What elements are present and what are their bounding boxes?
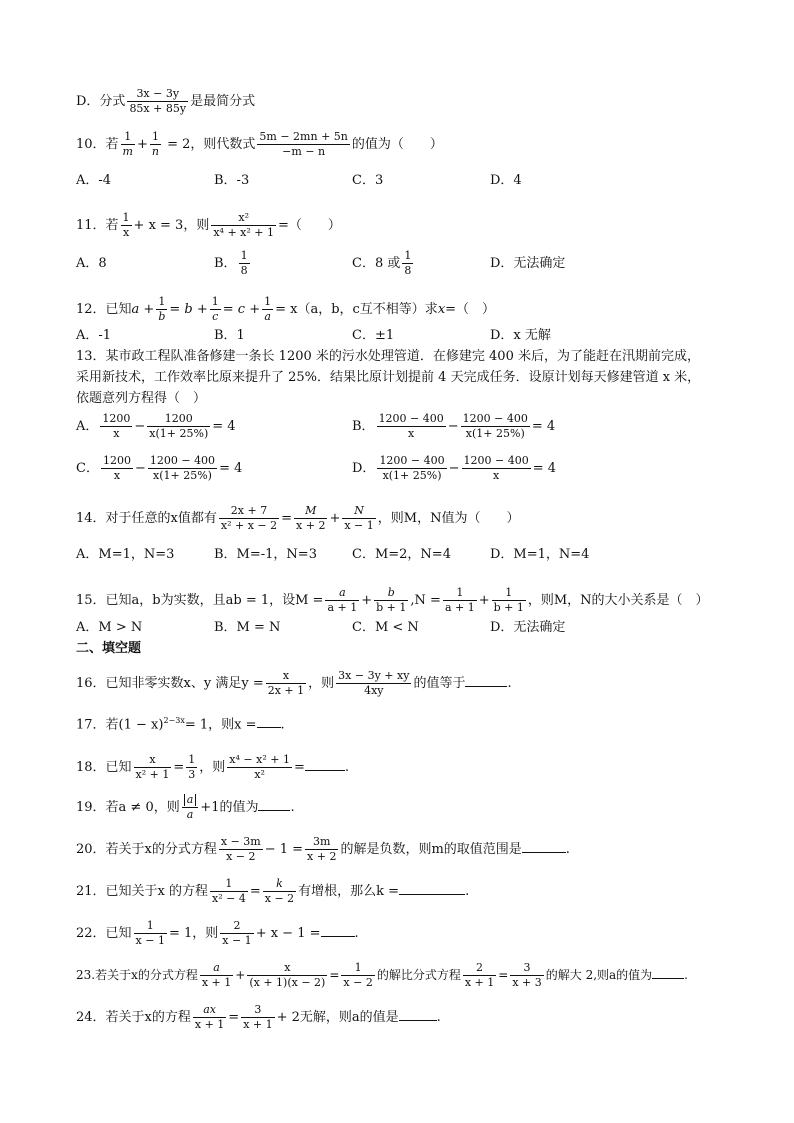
q23-frac1 bbox=[200, 962, 233, 989]
q17-exp: 2−3x bbox=[163, 716, 185, 725]
q13-b-rhs: = 4 bbox=[531, 419, 556, 434]
q13-a-n1: 1200 bbox=[102, 412, 131, 425]
q15-option-b: B．M = N bbox=[214, 620, 281, 635]
q23-end: . bbox=[684, 968, 688, 982]
q10-suffix: 的值为（ ） bbox=[351, 137, 443, 152]
q10-frac-m bbox=[121, 131, 135, 158]
q13-b-n2: 1200 − 400 bbox=[462, 412, 528, 425]
q11-frac-x bbox=[121, 212, 132, 239]
q20-mid: − 1 = bbox=[264, 842, 304, 857]
q13-b-d2: x(1+ 25%) bbox=[465, 427, 525, 440]
q24-den2: x + 1 bbox=[243, 1018, 273, 1031]
section-heading: 二、填空题 bbox=[76, 641, 142, 656]
q18-r-den: 3 bbox=[188, 768, 196, 781]
q14-lhs bbox=[219, 505, 279, 532]
q12-option-a: A．-1 bbox=[76, 328, 112, 343]
q18-suffix: = bbox=[293, 760, 305, 775]
q18-r-num: 1 bbox=[188, 753, 196, 766]
q13-line-3: 依题意列方程得（ ） bbox=[76, 391, 207, 406]
q12-frac-a bbox=[262, 296, 273, 323]
q17-base: (1 − x) bbox=[118, 717, 164, 733]
q16-frac2 bbox=[336, 670, 411, 697]
q12-one-b: 1 bbox=[156, 296, 167, 310]
q13-d-frac1 bbox=[377, 455, 446, 482]
q13-b-d1: x bbox=[408, 427, 415, 440]
q18-answer-blank[interactable] bbox=[305, 758, 345, 771]
q14-prefix: 14．对于任意的x值都有 bbox=[76, 511, 217, 526]
q23-d1: x + 1 bbox=[201, 976, 232, 989]
q13-option-a: A． $\frac{1200}{x}$ − $\frac{1200}{x(1+ 25\%)}$ = 4 bbox=[76, 412, 236, 440]
q10-one-a: 1 bbox=[121, 131, 135, 145]
q10-one-b: 1 bbox=[150, 131, 161, 145]
q18-num2: x⁴ − x² + 1 bbox=[229, 753, 290, 766]
q11-option-b bbox=[214, 250, 252, 277]
q19-prefix: 19．若a ≠ 0，则 bbox=[76, 800, 180, 815]
q20-end: . bbox=[565, 842, 570, 857]
q12-b: b bbox=[158, 310, 166, 323]
q21-suffix: 有增根，那么k = bbox=[298, 884, 400, 899]
q11-prefix: 11．若 bbox=[76, 218, 119, 233]
q20-suffix: 的解是负数，则m的取值范围是 bbox=[340, 842, 522, 857]
q11-c-prefix: C．8 或 bbox=[352, 256, 401, 271]
q11-x: x bbox=[122, 226, 130, 239]
q12-prefix: 12．已知 bbox=[76, 302, 132, 317]
q14-n: N bbox=[342, 505, 375, 519]
q23-eq: = bbox=[329, 968, 340, 982]
q11-num: x² bbox=[211, 212, 276, 226]
q14-d2: x − 1 bbox=[344, 519, 374, 532]
q13-d-rhs: = 4 bbox=[532, 461, 557, 476]
q21-frac2 bbox=[263, 878, 296, 905]
q11-b-num: 1 bbox=[240, 249, 248, 262]
q22-frac2 bbox=[220, 920, 253, 947]
q11-c-num: 1 bbox=[404, 249, 412, 262]
q14-frac-n bbox=[342, 505, 375, 532]
q20-den2: x + 2 bbox=[307, 850, 337, 863]
q15-b1-2: b + 1 bbox=[493, 601, 524, 614]
q11-b-frac bbox=[239, 250, 250, 277]
q21-den2: x − 2 bbox=[264, 892, 295, 905]
q12-c: c bbox=[212, 310, 219, 323]
q16-suffix: 的值等于 bbox=[413, 676, 466, 691]
q18-num: x bbox=[134, 754, 172, 768]
q12-suffix: =（ ） bbox=[445, 302, 496, 317]
q16-frac1 bbox=[266, 670, 306, 697]
q13-a-n2: 1200 bbox=[147, 413, 210, 427]
q10-num: 5m − 2mn + 5n bbox=[259, 130, 348, 143]
q24-suffix: + 2无解，则a的值是 bbox=[276, 1010, 399, 1025]
q22-den2: x − 1 bbox=[222, 934, 252, 947]
q22-prefix: 22．已知 bbox=[76, 926, 132, 941]
q23-n2: x bbox=[247, 962, 327, 976]
q23-frac4 bbox=[463, 962, 496, 989]
q13-c-label: C． bbox=[76, 461, 99, 476]
q16-answer-blank[interactable] bbox=[465, 674, 507, 687]
q21-num: 1 bbox=[210, 878, 248, 892]
q15-frac-1a bbox=[443, 587, 477, 614]
q23-frac3 bbox=[341, 962, 374, 989]
q15-suffix: ，则M，N的大小关系是（ ） bbox=[527, 593, 709, 608]
q13-c-d2: x(1+ 25%) bbox=[152, 469, 212, 482]
q21-end: . bbox=[465, 884, 470, 899]
q19-answer-blank[interactable] bbox=[258, 798, 290, 811]
q23-d2: (x + 1)(x − 2) bbox=[249, 976, 326, 989]
q12-one-c: 1 bbox=[211, 295, 219, 308]
q24-prefix: 24．若关于x的方程 bbox=[76, 1010, 191, 1025]
q13-a-frac2 bbox=[147, 413, 210, 440]
q13-c-rhs: = 4 bbox=[219, 461, 243, 476]
q22-num2: 2 bbox=[220, 920, 253, 934]
q9-option-d bbox=[76, 88, 255, 115]
q18-den2: x² bbox=[254, 768, 265, 781]
q9-num: 3x − 3y bbox=[127, 88, 188, 102]
question-24 bbox=[76, 1004, 441, 1031]
q20-frac2 bbox=[305, 836, 338, 863]
q9-d-prefix: D．分式 bbox=[76, 94, 126, 109]
q9-den: 85x + 85y bbox=[129, 102, 187, 115]
q24-num: ax bbox=[193, 1004, 226, 1018]
q22-mid: = 1，则 bbox=[168, 926, 219, 941]
q13-d-n2: 1200 − 400 bbox=[463, 454, 529, 467]
q12-x: x bbox=[437, 302, 446, 317]
question-21 bbox=[76, 878, 469, 905]
q18-den: x² + 1 bbox=[135, 768, 170, 781]
q18-eq: = bbox=[173, 760, 185, 775]
question-12 bbox=[76, 296, 495, 323]
q16-den2: 4xy bbox=[364, 684, 384, 697]
q11-b-prefix: B． bbox=[214, 256, 237, 271]
q17-answer-blank[interactable] bbox=[257, 715, 281, 728]
q19-abs: a bbox=[182, 794, 199, 808]
q20-prefix: 20．若关于x的分式方程 bbox=[76, 842, 217, 857]
q15-b: b bbox=[374, 587, 408, 601]
q14-d1: x + 2 bbox=[296, 519, 326, 532]
question-14: 14．对于任意的x值都有 $\frac{2x + 7}{\text{x² + x − 2}}$ = $\frac{M}{x + 2}$ + $\frac{N}{x - 1}$ ，则M，N值为（ ） bbox=[76, 504, 520, 532]
q21-den: x² − 4 bbox=[212, 892, 246, 905]
q12-expr4: = x（a，b，c互不相等）求 bbox=[275, 302, 438, 317]
q11-c-den: 8 bbox=[404, 264, 412, 277]
q15-a1-2: a + 1 bbox=[444, 601, 475, 614]
q16-num: x bbox=[266, 670, 306, 684]
q15-one-b: 1 bbox=[492, 587, 526, 601]
q23-mid: 的解比分式方程 bbox=[376, 968, 461, 982]
q18-mid: ，则 bbox=[199, 760, 226, 775]
q22-answer-blank[interactable] bbox=[321, 924, 355, 937]
q15-b1: b + 1 bbox=[376, 601, 407, 614]
q11-expr bbox=[211, 212, 276, 239]
q17-mid: = 1，则x = bbox=[184, 717, 257, 733]
q15-option-a: A．M > N bbox=[76, 620, 143, 635]
q12-expr3: = c + bbox=[222, 302, 261, 317]
q15-a: a bbox=[325, 587, 359, 601]
q11-b-den: 8 bbox=[240, 264, 248, 277]
q23-suffix: 的解大 2,则a的值为 bbox=[545, 968, 653, 982]
q14-option-b: B．M=-1，N=3 bbox=[214, 547, 317, 562]
q14-frac-m bbox=[294, 505, 327, 532]
q17-prefix: 17．若 bbox=[76, 717, 119, 733]
q10-option-c: C．3 bbox=[352, 173, 384, 188]
q13-b-frac1 bbox=[377, 413, 446, 440]
question-19 bbox=[76, 794, 295, 821]
q23-answer-blank[interactable] bbox=[652, 966, 684, 979]
q22-suffix: + x − 1 = bbox=[255, 926, 321, 941]
q20-answer-blank[interactable] bbox=[522, 840, 566, 853]
q22-den: x − 1 bbox=[135, 934, 165, 947]
q10-den: −m − n bbox=[282, 145, 326, 158]
q13-c-d1: x bbox=[113, 469, 121, 482]
q13-b-label: B． bbox=[352, 419, 375, 434]
q11-one: 1 bbox=[122, 211, 130, 224]
q10-m: m bbox=[122, 145, 133, 158]
question-15: 15．已知a，b为实数，且ab = 1，设M = $\frac{a}{a + 1}$ + $\frac{b}{b + 1}$ ,N = $\frac{1}{a + 1}$ + $\frac{1}{b + 1}$ ，则M，N的大小关系是（ ） bbox=[76, 586, 709, 614]
q15-option-d: D．无法确定 bbox=[490, 620, 566, 635]
q14-eq: = bbox=[281, 511, 293, 526]
question-23: 23.若关于x的分式方程 $\frac{a}{x + 1}$ + $\frac{x}{(x + 1)(x - 2)}$ = $\frac{1}{x - 2}$ 的解比分式方程 $\frac{2}{x + 1}$ = $\frac{3}{x + 3}$ 的解大 2,则a的值为 . bbox=[76, 961, 688, 989]
q15-mid: ,N = bbox=[410, 593, 441, 608]
q24-eq: = bbox=[228, 1010, 240, 1025]
q15-frac-1b bbox=[492, 587, 526, 614]
q18-frac1 bbox=[134, 754, 172, 781]
q14-option-c: C．M=2，N=4 bbox=[352, 547, 451, 562]
q10-option-d: D．4 bbox=[490, 173, 522, 188]
question-20 bbox=[76, 836, 570, 863]
q19-suffix: +1的值为 bbox=[200, 800, 259, 815]
question-18 bbox=[76, 754, 349, 781]
q13-a-d1: x bbox=[113, 427, 120, 440]
q23-n5: 3 bbox=[510, 962, 543, 976]
q13-c-frac2 bbox=[148, 455, 217, 482]
q22-frac1 bbox=[134, 920, 167, 947]
q20-frac1 bbox=[219, 836, 263, 863]
q11-option-c bbox=[352, 250, 415, 277]
q13-b-frac2 bbox=[461, 413, 530, 440]
q11-suffix: =（ ） bbox=[278, 218, 341, 233]
q10-frac-n bbox=[150, 131, 161, 158]
q20-den: x − 2 bbox=[226, 850, 256, 863]
q16-mid: ，则 bbox=[308, 676, 335, 691]
q18-end: . bbox=[344, 760, 349, 775]
q24-frac2 bbox=[241, 1004, 274, 1031]
q9-fraction bbox=[127, 88, 188, 115]
q21-eq: = bbox=[249, 884, 261, 899]
q21-frac1 bbox=[210, 878, 248, 905]
q23-d5: x + 3 bbox=[512, 976, 542, 989]
q13-line-1: 13．某市政工程队准备修建一条长 1200 米的污水处理管道．在修建完 400 米后，为了能赶在汛期前完成， bbox=[76, 349, 700, 364]
q10-option-b: B．-3 bbox=[214, 173, 250, 188]
q15-a1: a + 1 bbox=[327, 601, 358, 614]
q21-prefix: 21．已知关于x 的方程 bbox=[76, 884, 209, 899]
q11-mid: + x = 3，则 bbox=[133, 218, 210, 233]
q16-den: 2x + 1 bbox=[267, 684, 305, 697]
q15-frac-a bbox=[325, 587, 359, 614]
q24-num2: 3 bbox=[241, 1004, 274, 1018]
q13-line-2: 采用新技术，工作效率比原来提升了 25%．结果比原计划提前 4 天完成任务．设原计划每天修建管道 x 米， bbox=[76, 370, 701, 385]
q13-d-d1: x(1+ 25%) bbox=[382, 469, 442, 482]
q14-option-a: A．M=1，N=3 bbox=[76, 547, 175, 562]
q16-end: . bbox=[507, 676, 512, 691]
q11-den: x⁴ + x² + 1 bbox=[213, 226, 274, 239]
question-11 bbox=[76, 212, 341, 239]
q13-a-d2: x(1+ 25%) bbox=[149, 427, 209, 440]
q13-option-d: D． $\frac{1200 - 400}{x(1+ 25\%)}$ − $\frac{1200 - 400}{x}$ = 4 bbox=[352, 454, 557, 482]
q23-frac2 bbox=[247, 962, 327, 989]
q12-option-d: D．x 无解 bbox=[490, 328, 551, 343]
q20-num2: 3m bbox=[305, 836, 338, 850]
q23-n3: 1 bbox=[341, 962, 374, 976]
q13-d-frac2 bbox=[462, 455, 531, 482]
q11-c-frac bbox=[402, 250, 413, 277]
q19-frac bbox=[182, 794, 199, 821]
q10-option-a: A．-4 bbox=[76, 173, 112, 188]
q14-option-d: D．M=1，N=4 bbox=[490, 547, 590, 562]
question-16 bbox=[76, 670, 512, 697]
q18-frac-r bbox=[186, 754, 197, 781]
q24-answer-blank[interactable] bbox=[399, 1008, 437, 1021]
q21-answer-blank[interactable] bbox=[399, 882, 465, 895]
q23-n4: 2 bbox=[463, 962, 496, 976]
q13-c-frac1 bbox=[101, 455, 133, 482]
q14-suffix: ，则M，N值为（ ） bbox=[377, 511, 520, 526]
q20-num: x − 3m bbox=[220, 835, 261, 848]
q13-d-d2: x bbox=[493, 469, 500, 482]
q15-one-a: 1 bbox=[443, 587, 477, 601]
q23-frac5 bbox=[510, 962, 543, 989]
q15-option-c: C．M < N bbox=[352, 620, 419, 635]
q13-a-label: A． bbox=[76, 419, 99, 434]
q18-frac2 bbox=[227, 754, 292, 781]
q13-d-label: D． bbox=[352, 461, 376, 476]
q23-prefix: 23.若关于x的分式方程 bbox=[76, 968, 198, 982]
q13-c-n2: 1200 − 400 bbox=[149, 454, 216, 467]
q23-eq-2: = bbox=[498, 968, 509, 982]
q13-a-rhs: = 4 bbox=[212, 419, 236, 434]
q12-expr1: a + bbox=[131, 302, 155, 317]
q24-den: x + 1 bbox=[194, 1018, 225, 1031]
q24-end: . bbox=[436, 1010, 441, 1025]
q12-option-b: B．1 bbox=[214, 328, 245, 343]
q19-den: a bbox=[186, 808, 194, 821]
q14-num: 2x + 7 bbox=[219, 505, 279, 519]
q12-frac-b bbox=[156, 296, 167, 323]
q13-d-n1: 1200 − 400 bbox=[379, 454, 445, 467]
q12-expr2: = b + bbox=[169, 302, 208, 317]
q15-frac-b bbox=[374, 587, 408, 614]
q10-n: n bbox=[151, 145, 159, 158]
q13-option-b: B． $\frac{1200 - 400}{x}$ − $\frac{1200 - 400}{x(1+ 25\%)}$ = 4 bbox=[352, 412, 556, 440]
q23-n1: a bbox=[200, 962, 233, 976]
q16-num2: 3x − 3y + xy bbox=[338, 669, 410, 682]
q21-k: k bbox=[263, 878, 296, 892]
question-17 bbox=[76, 712, 285, 734]
q14-m: M bbox=[294, 505, 327, 519]
q11-option-a: A．8 bbox=[76, 256, 107, 271]
q13-option-c: C． $\frac{1200}{x}$ − $\frac{1200 - 400}{x(1+ 25\%)}$ = 4 bbox=[76, 454, 243, 482]
q12-option-c: C．±1 bbox=[352, 328, 395, 343]
q23-d4: x + 1 bbox=[464, 976, 495, 989]
q24-frac1 bbox=[193, 1004, 226, 1031]
q17-end: . bbox=[280, 717, 285, 733]
q18-prefix: 18．已知 bbox=[76, 760, 132, 775]
q19-end: . bbox=[290, 800, 295, 815]
q10-prefix: 10．若 bbox=[76, 137, 119, 152]
q9-d-suffix: 是最简分式 bbox=[190, 94, 256, 109]
question-10: 10．若 $\frac{1}{m}$ + $\frac{1}{n}$ = 2，则代数式 $\frac{5m - 2mn + 5n}{-m - n}$ 的值为（ ） bbox=[76, 130, 443, 158]
q15-prefix: 15．已知a，b为实数，且ab = 1，设M = bbox=[76, 593, 324, 608]
q11-option-d: D．无法确定 bbox=[490, 256, 566, 271]
q22-num: 1 bbox=[134, 920, 167, 934]
q13-a-frac1 bbox=[100, 413, 132, 440]
q12-a: a bbox=[264, 310, 271, 323]
q10-expr bbox=[257, 131, 349, 158]
q13-b-n1: 1200 − 400 bbox=[378, 412, 444, 425]
q23-d3: x − 2 bbox=[343, 976, 373, 989]
q14-den: x² + x − 2 bbox=[220, 519, 278, 532]
q12-one-a: 1 bbox=[264, 295, 272, 308]
q10-eq: = 2，则代数式 bbox=[162, 137, 256, 152]
q16-prefix: 16．已知非零实数x、y 满足y = bbox=[76, 676, 264, 691]
q13-c-n1: 1200 bbox=[102, 454, 131, 467]
q12-frac-c bbox=[210, 296, 221, 323]
question-22 bbox=[76, 920, 359, 947]
q22-end: . bbox=[354, 926, 359, 941]
